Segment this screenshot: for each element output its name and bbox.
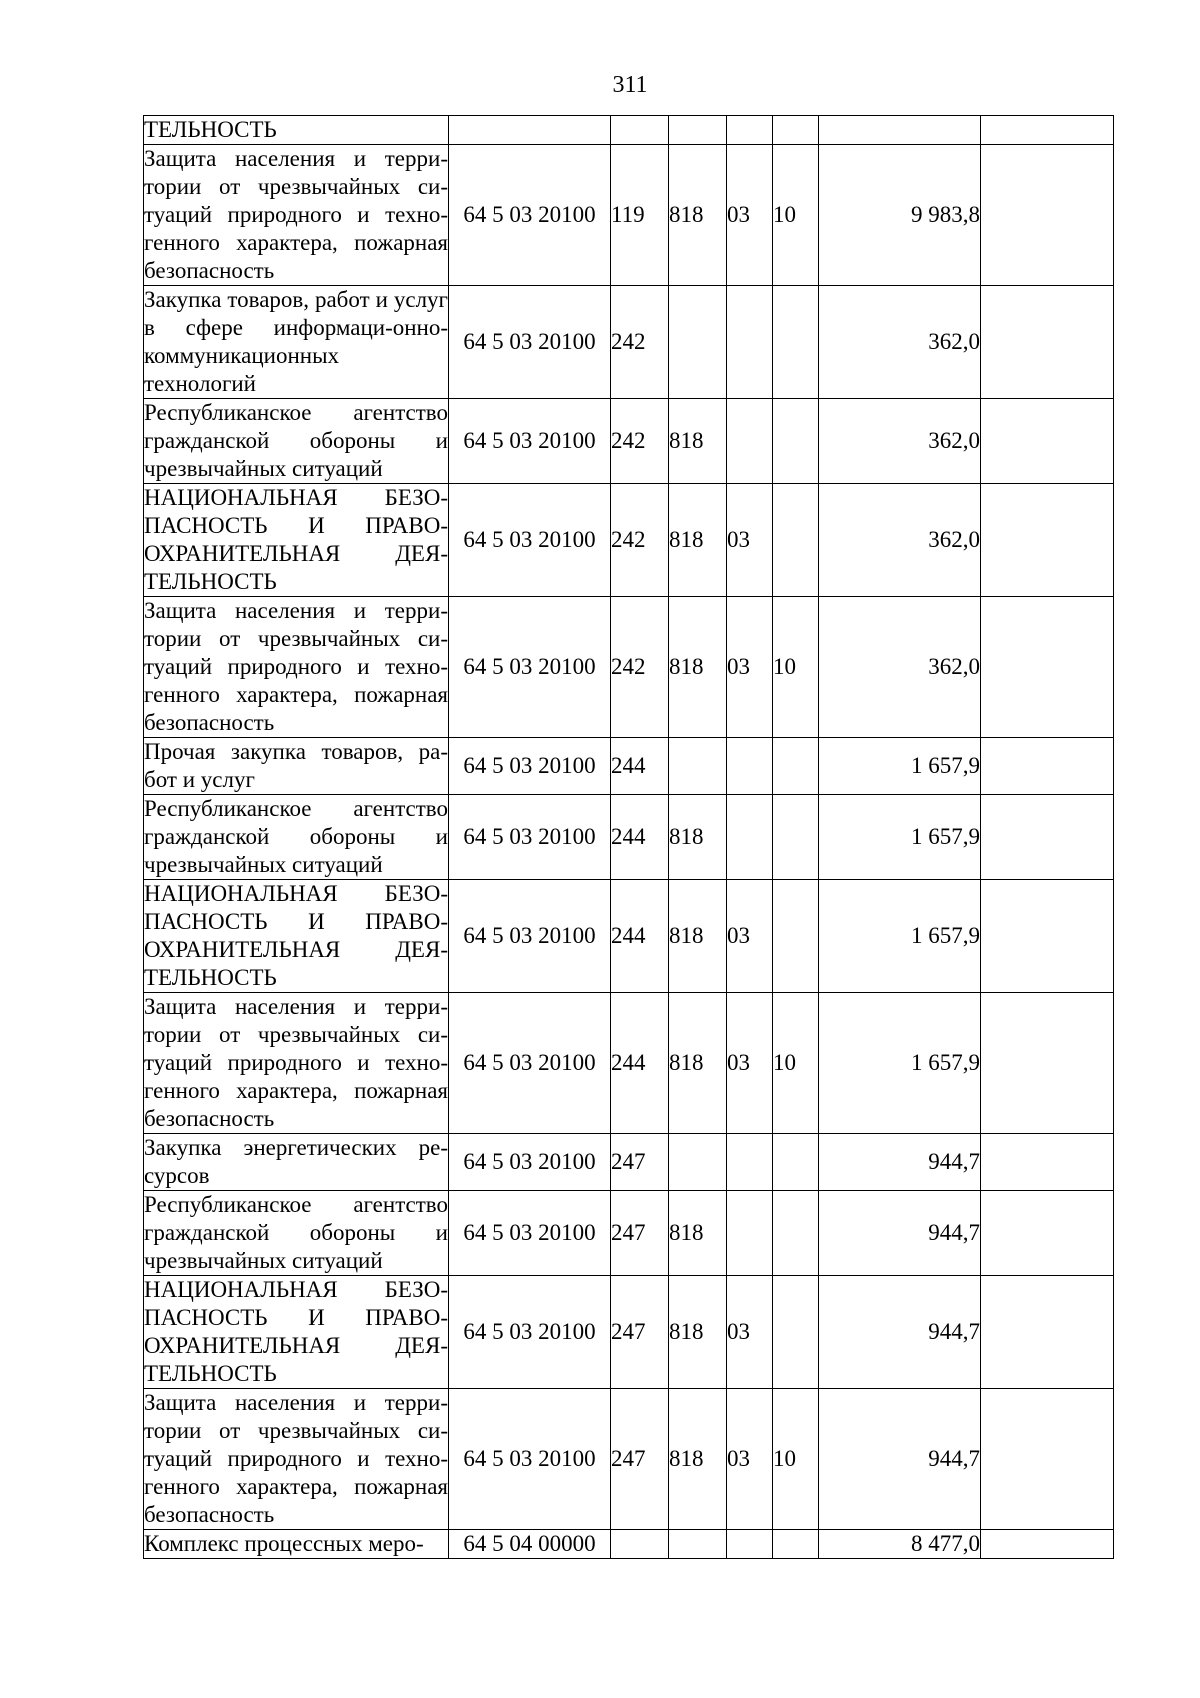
section-cell (727, 795, 773, 880)
subsection-cell: 10 (773, 145, 819, 286)
table-row (144, 1389, 1114, 1530)
target-article-cell: 64 5 03 20100 (449, 1389, 611, 1530)
empty-cell (981, 1276, 1114, 1389)
target-article-cell: 64 5 03 20100 (449, 1191, 611, 1276)
table-body (144, 116, 1114, 1559)
administrator-code-cell: 818 (669, 795, 727, 880)
table-row (144, 116, 1114, 145)
table-row (144, 399, 1114, 484)
amount-cell: 362,0 (819, 286, 981, 399)
section-cell (727, 738, 773, 795)
expense-type-cell: 247 (611, 1134, 669, 1191)
subsection-cell (773, 116, 819, 145)
expense-type-cell (611, 116, 669, 145)
page-number: 311 (612, 72, 648, 98)
empty-cell (981, 1389, 1114, 1530)
section-cell (727, 1191, 773, 1276)
amount-cell: 1 657,9 (819, 993, 981, 1134)
administrator-code-cell: 818 (669, 1389, 727, 1530)
table-row (144, 993, 1114, 1134)
amount-cell: 944,7 (819, 1389, 981, 1530)
empty-cell (981, 145, 1114, 286)
table-row (144, 286, 1114, 399)
administrator-code-cell: 818 (669, 399, 727, 484)
empty-cell (981, 399, 1114, 484)
expense-type-cell: 244 (611, 880, 669, 993)
subsection-cell (773, 738, 819, 795)
amount-cell: 1 657,9 (819, 880, 981, 993)
expense-type-cell: 244 (611, 738, 669, 795)
table-row (144, 880, 1114, 993)
expense-type-cell: 247 (611, 1389, 669, 1530)
empty-cell (981, 880, 1114, 993)
expense-type-cell: 247 (611, 1191, 669, 1276)
row-name-cell: Закупка товаров, работ и услуг в сфере информаци-онно-коммуникационных технологий (144, 286, 449, 399)
expense-type-cell: 242 (611, 286, 669, 399)
row-name-cell: Закупка энергетических ре-сурсов (144, 1134, 449, 1191)
expense-type-cell: 119 (611, 145, 669, 286)
subsection-cell (773, 1191, 819, 1276)
table-row (144, 738, 1114, 795)
administrator-code-cell (669, 1530, 727, 1559)
administrator-code-cell (669, 1134, 727, 1191)
administrator-code-cell (669, 286, 727, 399)
section-cell: 03 (727, 1276, 773, 1389)
administrator-code-cell: 818 (669, 880, 727, 993)
amount-cell: 944,7 (819, 1191, 981, 1276)
target-article-cell: 64 5 03 20100 (449, 484, 611, 597)
section-cell (727, 399, 773, 484)
expense-type-cell: 242 (611, 597, 669, 738)
amount-cell: 362,0 (819, 399, 981, 484)
table-row (144, 1276, 1114, 1389)
section-cell (727, 1134, 773, 1191)
administrator-code-cell: 818 (669, 1276, 727, 1389)
row-name-cell: Комплекс процессных меро- (144, 1530, 449, 1559)
expense-type-cell: 247 (611, 1276, 669, 1389)
expense-type-cell (611, 1530, 669, 1559)
table-row (144, 597, 1114, 738)
row-name-cell: Республиканское агентство гражданской обороны и чрезвычайных ситуаций (144, 795, 449, 880)
section-cell: 03 (727, 993, 773, 1134)
subsection-cell (773, 399, 819, 484)
expense-type-cell: 244 (611, 795, 669, 880)
administrator-code-cell (669, 116, 727, 145)
section-cell (727, 286, 773, 399)
target-article-cell: 64 5 03 20100 (449, 399, 611, 484)
subsection-cell (773, 286, 819, 399)
subsection-cell: 10 (773, 1389, 819, 1530)
row-name-cell: НАЦИОНАЛЬНАЯ БЕЗО-ПАСНОСТЬ И ПРАВО-ОХРАНИТЕЛЬНАЯ ДЕЯ-ТЕЛЬНОСТЬ (144, 1276, 449, 1389)
row-name-cell: Защита населения и терри-тории от чрезвычайных си-туаций природного и техно-генного характера, пожарная безопасность (144, 993, 449, 1134)
section-cell: 03 (727, 880, 773, 993)
empty-cell (981, 1191, 1114, 1276)
target-article-cell: 64 5 03 20100 (449, 993, 611, 1134)
subsection-cell (773, 795, 819, 880)
administrator-code-cell: 818 (669, 145, 727, 286)
expense-type-cell: 242 (611, 484, 669, 597)
administrator-code-cell: 818 (669, 597, 727, 738)
table-row (144, 1134, 1114, 1191)
table-row (144, 1530, 1114, 1559)
amount-cell (819, 116, 981, 145)
empty-cell (981, 993, 1114, 1134)
target-article-cell: 64 5 03 20100 (449, 597, 611, 738)
empty-cell (981, 738, 1114, 795)
budget-table (143, 115, 1114, 1559)
amount-cell: 362,0 (819, 597, 981, 738)
amount-cell: 8 477,0 (819, 1530, 981, 1559)
section-cell: 03 (727, 484, 773, 597)
table-row (144, 145, 1114, 286)
amount-cell: 9 983,8 (819, 145, 981, 286)
section-cell (727, 1530, 773, 1559)
subsection-cell (773, 1530, 819, 1559)
empty-cell (981, 1134, 1114, 1191)
row-name-cell: Защита населения и терри-тории от чрезвычайных си-туаций природного и техно-генного характера, пожарная безопасность (144, 145, 449, 286)
row-name-cell: Республиканское агентство гражданской обороны и чрезвычайных ситуаций (144, 399, 449, 484)
target-article-cell: 64 5 04 00000 (449, 1530, 611, 1559)
amount-cell: 944,7 (819, 1134, 981, 1191)
expense-type-cell: 244 (611, 993, 669, 1134)
administrator-code-cell: 818 (669, 1191, 727, 1276)
administrator-code-cell: 818 (669, 993, 727, 1134)
empty-cell (981, 116, 1114, 145)
empty-cell (981, 484, 1114, 597)
section-cell: 03 (727, 145, 773, 286)
empty-cell (981, 1530, 1114, 1559)
section-cell: 03 (727, 1389, 773, 1530)
table-row (144, 1191, 1114, 1276)
subsection-cell (773, 880, 819, 993)
target-article-cell: 64 5 03 20100 (449, 880, 611, 993)
subsection-cell (773, 1134, 819, 1191)
row-name-cell: НАЦИОНАЛЬНАЯ БЕЗО-ПАСНОСТЬ И ПРАВО-ОХРАНИТЕЛЬНАЯ ДЕЯ-ТЕЛЬНОСТЬ (144, 880, 449, 993)
administrator-code-cell: 818 (669, 484, 727, 597)
subsection-cell (773, 484, 819, 597)
target-article-cell: 64 5 03 20100 (449, 795, 611, 880)
subsection-cell (773, 1276, 819, 1389)
subsection-cell: 10 (773, 597, 819, 738)
row-name-cell: НАЦИОНАЛЬНАЯ БЕЗО-ПАСНОСТЬ И ПРАВО-ОХРАНИТЕЛЬНАЯ ДЕЯ-ТЕЛЬНОСТЬ (144, 484, 449, 597)
target-article-cell: 64 5 03 20100 (449, 1134, 611, 1191)
table-row (144, 795, 1114, 880)
target-article-cell (449, 116, 611, 145)
target-article-cell: 64 5 03 20100 (449, 286, 611, 399)
row-name-cell: Прочая закупка товаров, ра-бот и услуг (144, 738, 449, 795)
row-name-cell: ТЕЛЬНОСТЬ (144, 116, 449, 145)
empty-cell (981, 286, 1114, 399)
table-row (144, 484, 1114, 597)
amount-cell: 944,7 (819, 1276, 981, 1389)
section-cell: 03 (727, 597, 773, 738)
amount-cell: 1 657,9 (819, 738, 981, 795)
row-name-cell: Республиканское агентство гражданской обороны и чрезвычайных ситуаций (144, 1191, 449, 1276)
row-name-cell: Защита населения и терри-тории от чрезвычайных си-туаций природного и техно-генного характера, пожарная безопасность (144, 597, 449, 738)
row-name-cell: Защита населения и терри-тории от чрезвычайных си-туаций природного и техно-генного характера, пожарная безопасность (144, 1389, 449, 1530)
target-article-cell: 64 5 03 20100 (449, 738, 611, 795)
section-cell (727, 116, 773, 145)
subsection-cell: 10 (773, 993, 819, 1134)
administrator-code-cell (669, 738, 727, 795)
expense-type-cell: 242 (611, 399, 669, 484)
amount-cell: 362,0 (819, 484, 981, 597)
target-article-cell: 64 5 03 20100 (449, 145, 611, 286)
target-article-cell: 64 5 03 20100 (449, 1276, 611, 1389)
amount-cell: 1 657,9 (819, 795, 981, 880)
empty-cell (981, 795, 1114, 880)
empty-cell (981, 597, 1114, 738)
